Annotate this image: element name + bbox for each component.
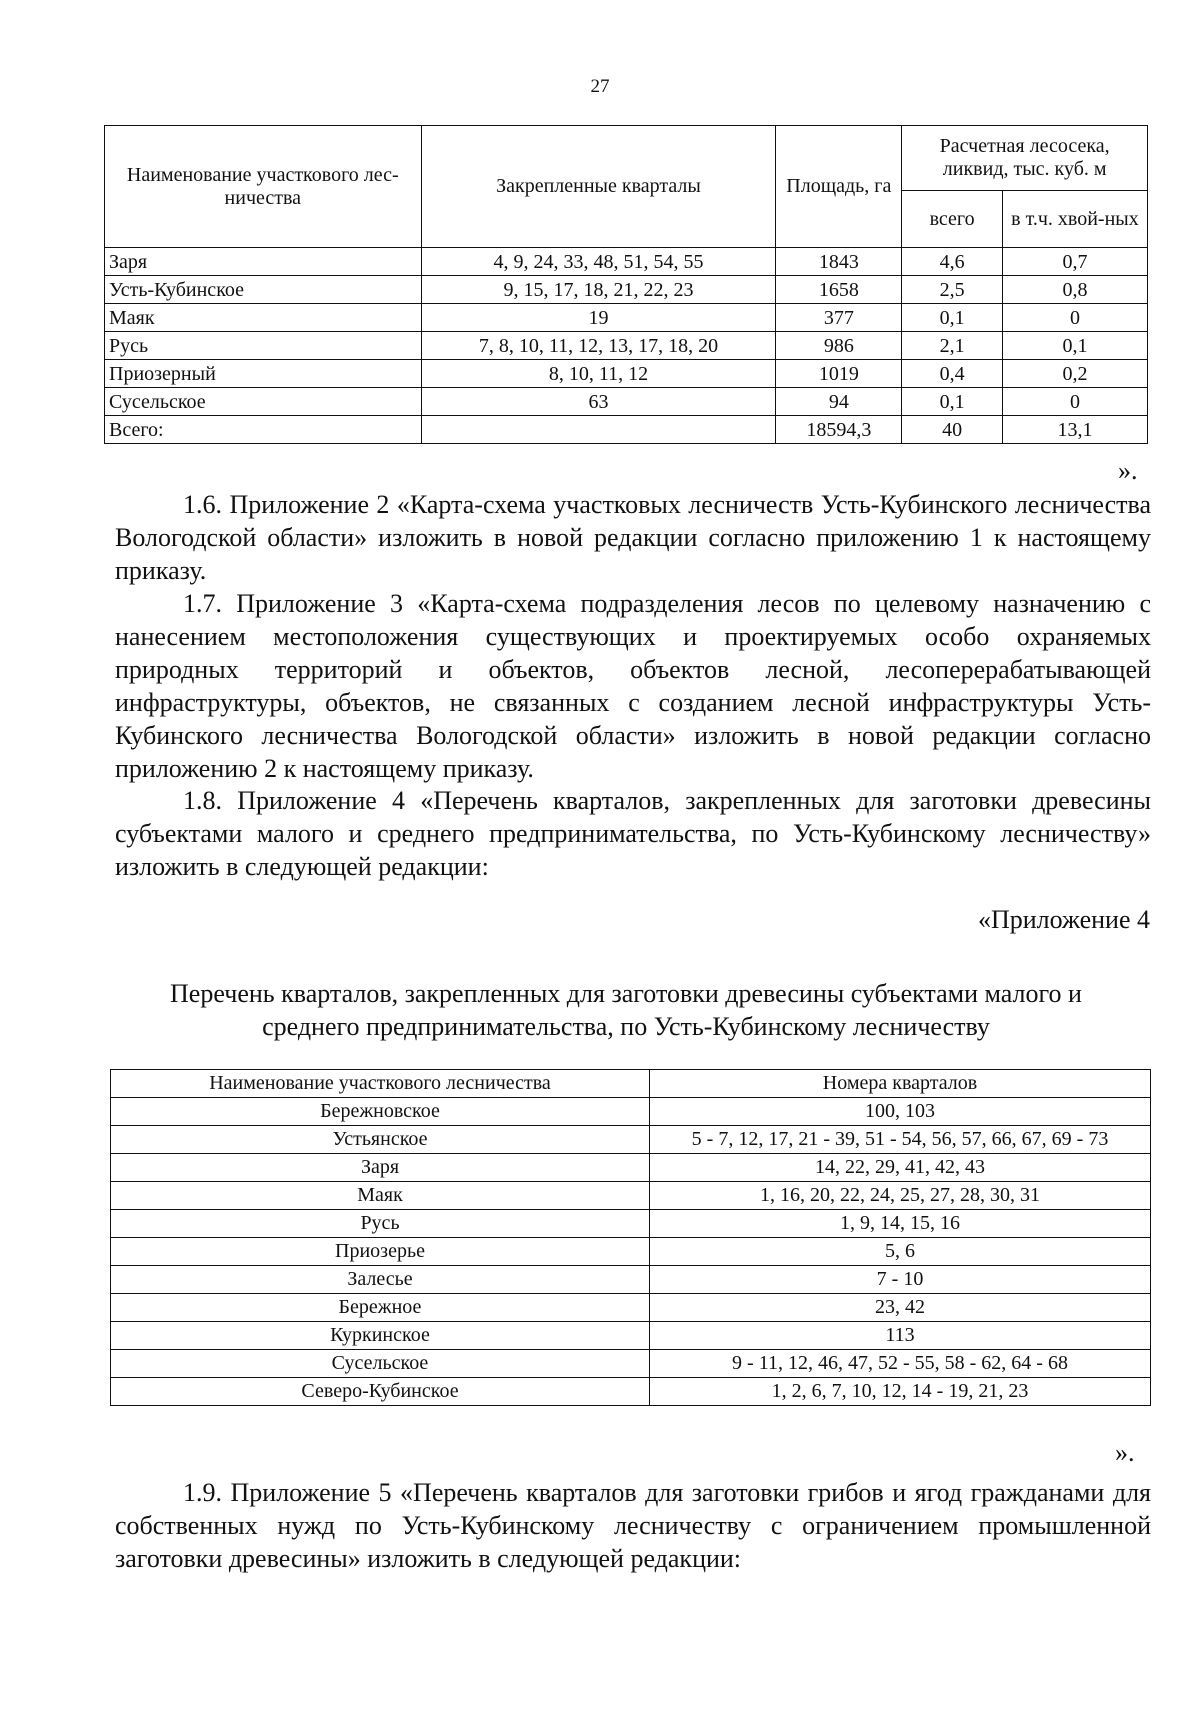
cell-quarters: 19 bbox=[421, 304, 776, 332]
cell-name: Бережновское bbox=[111, 1098, 650, 1126]
cell-area: 986 bbox=[776, 332, 902, 360]
cell-quarters: 23, 42 bbox=[650, 1294, 1151, 1322]
paragraph-1-8 bbox=[115, 784, 1151, 883]
cell-total: 0,1 bbox=[902, 304, 1003, 332]
cell-quarters: 1, 2, 6, 7, 10, 12, 14 - 19, 21, 23 bbox=[650, 1378, 1151, 1406]
forestry-table bbox=[104, 125, 1148, 444]
cell-name: Куркинское bbox=[111, 1322, 650, 1350]
table-header-row bbox=[111, 1070, 1151, 1098]
table2-closing-quote: ». bbox=[1115, 1438, 1135, 1467]
cell-conifer: 0 bbox=[1002, 388, 1147, 416]
table-row bbox=[111, 1266, 1151, 1294]
cell-name: Русь bbox=[111, 1210, 650, 1238]
table-row bbox=[111, 1378, 1151, 1406]
cell-conifer: 0,1 bbox=[1002, 332, 1147, 360]
table-row bbox=[111, 1322, 1151, 1350]
header-name: Наименование участкового лес-ничества bbox=[105, 126, 422, 248]
cell-name: Бережное bbox=[111, 1294, 650, 1322]
cell-quarters: 7 - 10 bbox=[650, 1266, 1151, 1294]
cell-name: Приозерный bbox=[105, 360, 422, 388]
cell-name: Устьянское bbox=[111, 1126, 650, 1154]
cell-name: Маяк bbox=[111, 1182, 650, 1210]
cell-conifer: 0,7 bbox=[1002, 248, 1147, 276]
header-quarters: Номера кварталов bbox=[650, 1070, 1151, 1098]
table-row bbox=[111, 1126, 1151, 1154]
table-row bbox=[111, 1294, 1151, 1322]
cell-total: 40 bbox=[902, 416, 1003, 444]
cell-conifer: 0,2 bbox=[1002, 360, 1147, 388]
cell-quarters: 5 - 7, 12, 17, 21 - 39, 51 - 54, 56, 57, 66, 67, 69 - 73 bbox=[650, 1126, 1151, 1154]
cell-name: Сусельское bbox=[111, 1350, 650, 1378]
header-name: Наименование участкового лесничества bbox=[111, 1070, 650, 1098]
quarters-table bbox=[110, 1069, 1151, 1406]
table-header-row bbox=[105, 126, 1148, 191]
cell-name: Заря bbox=[105, 248, 422, 276]
table-row bbox=[105, 304, 1148, 332]
cell-quarters: 1, 16, 20, 22, 24, 25, 27, 28, 30, 31 bbox=[650, 1182, 1151, 1210]
cell-area: 94 bbox=[776, 388, 902, 416]
cell-conifer: 0,8 bbox=[1002, 276, 1147, 304]
table-row bbox=[105, 360, 1148, 388]
table2-caption bbox=[104, 977, 1148, 1043]
cell-conifer: 0 bbox=[1002, 304, 1147, 332]
page-number: 27 bbox=[590, 76, 610, 97]
table-row bbox=[111, 1210, 1151, 1238]
table1-closing-quote: ». bbox=[1118, 456, 1138, 485]
cell-quarters: 113 bbox=[650, 1322, 1151, 1350]
caption-line: Перечень кварталов, закрепленных для заготовки древесины субъектами малого и bbox=[170, 979, 1082, 1008]
cell-name: Маяк bbox=[105, 304, 422, 332]
cell-name: Северо-Кубинское bbox=[111, 1378, 650, 1406]
cell-area: 1843 bbox=[776, 248, 902, 276]
cell-name: Сусельское bbox=[105, 388, 422, 416]
caption-line: среднего предпринимательства, по Усть-Кубинскому лесничеству bbox=[262, 1012, 990, 1041]
header-conifer: в т.ч. хвой-ных bbox=[1002, 191, 1147, 248]
cell-quarters: 14, 22, 29, 41, 42, 43 bbox=[650, 1154, 1151, 1182]
paragraph-text: 1.7. Приложение 3 «Карта-схема подразделения лесов по целевому назначению с нанесением местоположения существующих и проектируемых особо охраняемых природных территорий и объектов, объектов лесной, лесоперерабатывающей инфраструктуры, объектов, не связанных с созданием лесной инфраструктуры Усть-Кубинского лесничества Вологодской области» изложить в новой редакции согласно приложению 2 к настоящему приказу. bbox=[115, 589, 1151, 783]
table-total-row bbox=[105, 416, 1148, 444]
table-row bbox=[111, 1182, 1151, 1210]
cell-name: Залесье bbox=[111, 1266, 650, 1294]
table-row bbox=[111, 1154, 1151, 1182]
cell-name: Усть-Кубинское bbox=[105, 276, 422, 304]
cell-total: 0,1 bbox=[902, 388, 1003, 416]
cell-total: 4,6 bbox=[902, 248, 1003, 276]
cell-area: 1019 bbox=[776, 360, 902, 388]
paragraph-text: 1.6. Приложение 2 «Карта-схема участковых лесничеств Усть-Кубинского лесничества Вологодской области» изложить в новой редакции согласно приложению 1 к настоящему приказу. bbox=[115, 490, 1151, 585]
paragraph-1-9 bbox=[115, 1476, 1151, 1575]
cell-name: Русь bbox=[105, 332, 422, 360]
cell-name: Приозерье bbox=[111, 1238, 650, 1266]
header-quarters: Закрепленные кварталы bbox=[421, 126, 776, 248]
cell-total: 0,4 bbox=[902, 360, 1003, 388]
cell-area: 377 bbox=[776, 304, 902, 332]
cell-quarters: 5, 6 bbox=[650, 1238, 1151, 1266]
paragraph-text: 1.8. Приложение 4 «Перечень кварталов, закрепленных для заготовки древесины субъектами малого и среднего предпринимательства, по Усть-Кубинскому лесничеству» изложить в следующей редакции: bbox=[115, 786, 1151, 881]
paragraph-1-7 bbox=[115, 587, 1151, 785]
header-calc: Расчетная лесосека, ликвид, тыс. куб. м bbox=[902, 126, 1148, 191]
cell-quarters: 100, 103 bbox=[650, 1098, 1151, 1126]
cell-conifer: 13,1 bbox=[1002, 416, 1147, 444]
table-row bbox=[111, 1350, 1151, 1378]
cell-quarters: 63 bbox=[421, 388, 776, 416]
table-row bbox=[105, 276, 1148, 304]
paragraph-text: 1.9. Приложение 5 «Перечень кварталов для заготовки грибов и ягод гражданами для собственных нужд по Усть-Кубинскому лесничеству с ограничением промышленной заготовки древесины» изложить в следующей редакции: bbox=[115, 1478, 1151, 1573]
table-row bbox=[111, 1098, 1151, 1126]
cell-quarters bbox=[421, 416, 776, 444]
cell-name: Всего: bbox=[105, 416, 422, 444]
table-row bbox=[111, 1238, 1151, 1266]
table-row bbox=[105, 248, 1148, 276]
header-total: всего bbox=[902, 191, 1003, 248]
cell-name: Заря bbox=[111, 1154, 650, 1182]
header-area: Площадь, га bbox=[776, 126, 902, 248]
cell-quarters: 7, 8, 10, 11, 12, 13, 17, 18, 20 bbox=[421, 332, 776, 360]
cell-quarters: 4, 9, 24, 33, 48, 51, 54, 55 bbox=[421, 248, 776, 276]
cell-quarters: 1, 9, 14, 15, 16 bbox=[650, 1210, 1151, 1238]
cell-total: 2,5 bbox=[902, 276, 1003, 304]
paragraph-1-6 bbox=[115, 488, 1151, 587]
cell-quarters: 8, 10, 11, 12 bbox=[421, 360, 776, 388]
cell-quarters: 9, 15, 17, 18, 21, 22, 23 bbox=[421, 276, 776, 304]
cell-total: 2,1 bbox=[902, 332, 1003, 360]
table-row bbox=[105, 332, 1148, 360]
cell-area: 18594,3 bbox=[776, 416, 902, 444]
cell-area: 1658 bbox=[776, 276, 902, 304]
cell-quarters: 9 - 11, 12, 46, 47, 52 - 55, 58 - 62, 64 - 68 bbox=[650, 1350, 1151, 1378]
appendix-label: «Приложение 4 bbox=[977, 905, 1150, 934]
table-row bbox=[105, 388, 1148, 416]
